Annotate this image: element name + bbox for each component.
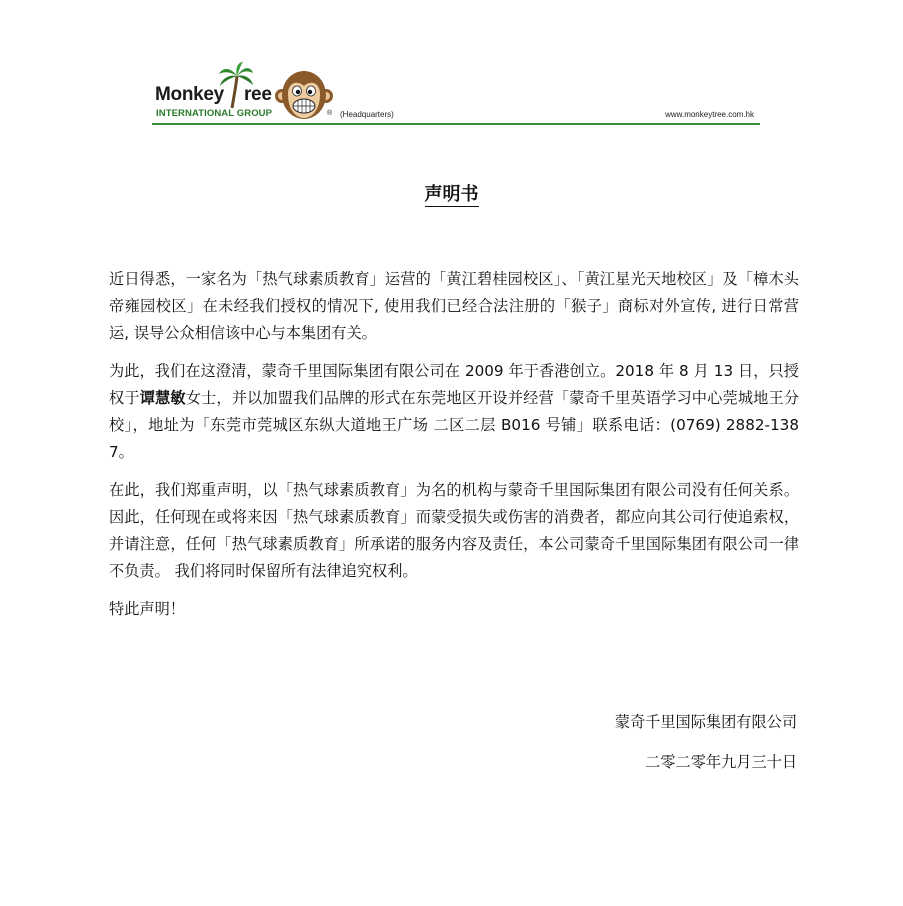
brand-name-left: Monkey: [155, 84, 224, 105]
palm-tree-icon: [218, 62, 254, 110]
letterhead: [150, 60, 760, 130]
header-divider: [152, 123, 760, 125]
headquarters-label: (Headquarters): [340, 110, 394, 119]
authorized-person-name: 谭慧敏: [139, 389, 186, 407]
signature-company: 蒙奇千里国际集团有限公司: [614, 713, 797, 731]
brand-subtitle: INTERNATIONAL GROUP: [156, 108, 273, 119]
website-url: www.monkeytree.com.hk: [665, 110, 754, 119]
signature-block: [615, 702, 797, 782]
paragraph-4: 特此声明！: [109, 600, 185, 618]
paragraph-1: 近日得悉，一家名为「热气球素质教育」运营的「黄江碧桂园校区」、「黄江星光天地校区」及「樟木头帝雍园校区」在未经我们授权的情况下, 使用我们已经合法注册的「猴子」商标对外宣传, 进行日常营运, 误导公众相信该中心与本集团有关。: [109, 270, 799, 342]
brand-wordmark: [155, 84, 272, 106]
paragraph-3: 在此，我们郑重声明，以「热气球素质教育」为名的机构与蒙奇千里国际集团有限公司没有任何关系。因此，任何现在或将来因「热气球素质教育」而蒙受损失或伤害的消费者，都应向其公司行使追索权，并请注意，任何「热气球素质教育」所承诺的服务内容及责任，本公司蒙奇千里国际集团有限公司一律不负责。 我们将同时保留所有法律追究权利。: [109, 481, 799, 580]
registered-mark: ®: [327, 110, 333, 117]
paragraph-2: [109, 358, 799, 466]
paragraph-2-after: 女士，并以加盟我们品牌的形式在东莞地区开设并经营「蒙奇千里英语学习中心莞城地王分校」，地址为「东莞市莞城区东纵大道地王广场 二区二层 B016 号铺」联系电话：(0769) 2882-1387。: [109, 389, 800, 461]
signature-date: 二零二零年九月三十日: [645, 753, 797, 771]
monkey-mascot-icon: [274, 68, 334, 124]
paragraph-2-before: 为此，我们在这澄清，蒙奇千里国际集团有限公司在 2009 年于香港创立。2018 年 8 月 13 日，只授权于: [109, 362, 799, 407]
brand-name-right: ree: [243, 84, 272, 105]
document-title-text: 声明书: [424, 184, 479, 205]
document-title: [0, 180, 903, 206]
statement-body: [109, 266, 799, 634]
